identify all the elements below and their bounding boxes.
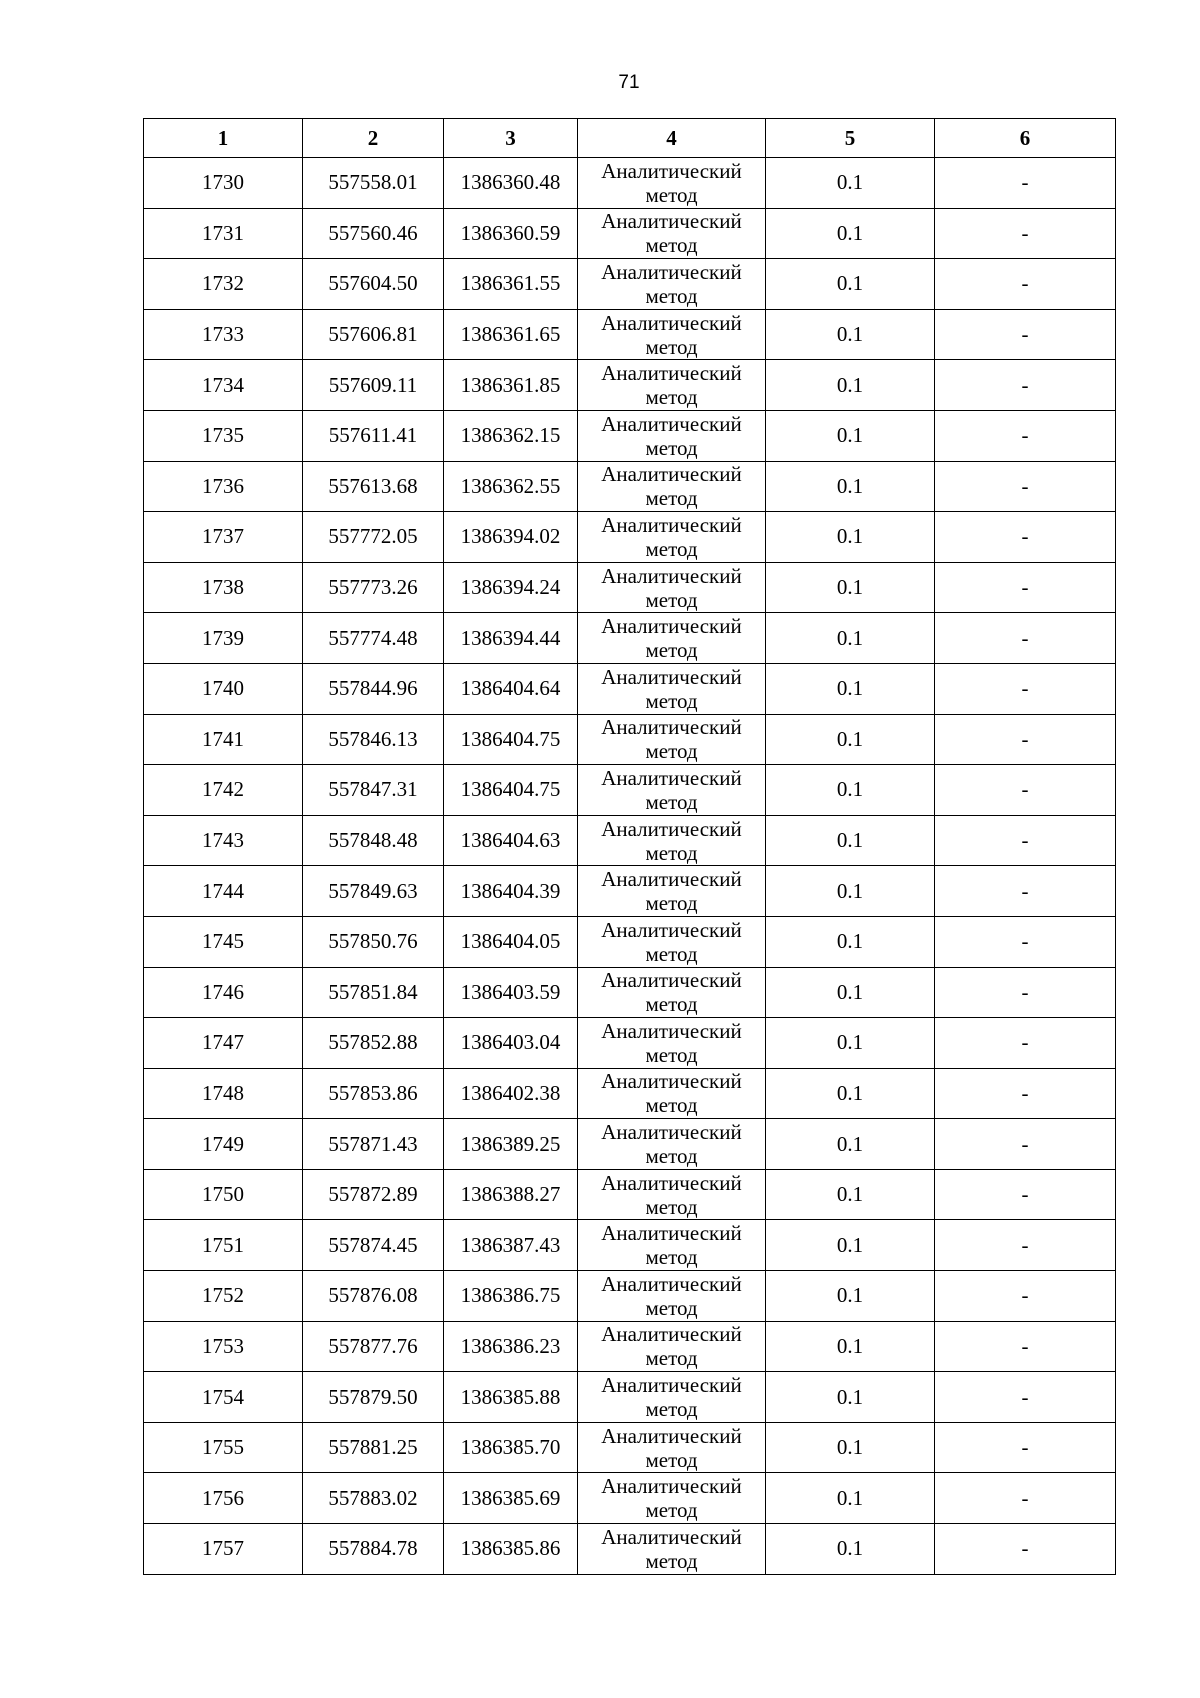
- table-row: [144, 765, 1116, 816]
- point-number-cell: 1747: [144, 1018, 303, 1069]
- point-number-cell: 1742: [144, 765, 303, 816]
- accuracy-cell: 0.1: [766, 866, 935, 917]
- method-cell: Аналитический метод: [578, 360, 766, 411]
- point-number-cell: 1754: [144, 1372, 303, 1423]
- point-number-cell: 1731: [144, 208, 303, 259]
- table-row: [144, 967, 1116, 1018]
- note-cell: -: [935, 1068, 1116, 1119]
- x-coordinate-cell: 557844.96: [303, 663, 444, 714]
- y-coordinate-cell: 1386389.25: [444, 1119, 578, 1170]
- y-coordinate-cell: 1386404.75: [444, 765, 578, 816]
- note-cell: -: [935, 1473, 1116, 1524]
- note-cell: -: [935, 916, 1116, 967]
- point-number-cell: 1740: [144, 663, 303, 714]
- method-cell: Аналитический метод: [578, 208, 766, 259]
- method-cell: Аналитический метод: [578, 967, 766, 1018]
- note-cell: -: [935, 1220, 1116, 1271]
- y-coordinate-cell: 1386404.05: [444, 916, 578, 967]
- x-coordinate-cell: 557850.76: [303, 916, 444, 967]
- accuracy-cell: 0.1: [766, 663, 935, 714]
- column-header: 4: [578, 119, 766, 158]
- y-coordinate-cell: 1386361.65: [444, 309, 578, 360]
- x-coordinate-cell: 557884.78: [303, 1524, 444, 1575]
- x-coordinate-cell: 557609.11: [303, 360, 444, 411]
- method-cell: Аналитический метод: [578, 866, 766, 917]
- table-row: [144, 613, 1116, 664]
- accuracy-cell: 0.1: [766, 461, 935, 512]
- accuracy-cell: 0.1: [766, 1422, 935, 1473]
- y-coordinate-cell: 1386388.27: [444, 1169, 578, 1220]
- y-coordinate-cell: 1386386.75: [444, 1271, 578, 1322]
- x-coordinate-cell: 557606.81: [303, 309, 444, 360]
- note-cell: -: [935, 866, 1116, 917]
- note-cell: -: [935, 1321, 1116, 1372]
- point-number-cell: 1757: [144, 1524, 303, 1575]
- table-row: [144, 663, 1116, 714]
- accuracy-cell: 0.1: [766, 1018, 935, 1069]
- table-row: [144, 1422, 1116, 1473]
- note-cell: -: [935, 259, 1116, 310]
- table-row: [144, 1321, 1116, 1372]
- note-cell: -: [935, 512, 1116, 563]
- accuracy-cell: 0.1: [766, 259, 935, 310]
- column-header: 6: [935, 119, 1116, 158]
- point-number-cell: 1733: [144, 309, 303, 360]
- x-coordinate-cell: 557773.26: [303, 562, 444, 613]
- x-coordinate-cell: 557848.48: [303, 815, 444, 866]
- accuracy-cell: 0.1: [766, 410, 935, 461]
- accuracy-cell: 0.1: [766, 512, 935, 563]
- table-row: [144, 1169, 1116, 1220]
- point-number-cell: 1737: [144, 512, 303, 563]
- note-cell: -: [935, 208, 1116, 259]
- coordinates-table: [143, 118, 1116, 1575]
- x-coordinate-cell: 557876.08: [303, 1271, 444, 1322]
- method-cell: Аналитический метод: [578, 512, 766, 563]
- point-number-cell: 1732: [144, 259, 303, 310]
- x-coordinate-cell: 557560.46: [303, 208, 444, 259]
- y-coordinate-cell: 1386404.63: [444, 815, 578, 866]
- note-cell: -: [935, 714, 1116, 765]
- point-number-cell: 1745: [144, 916, 303, 967]
- y-coordinate-cell: 1386385.69: [444, 1473, 578, 1524]
- table-row: [144, 1220, 1116, 1271]
- method-cell: Аналитический метод: [578, 1372, 766, 1423]
- accuracy-cell: 0.1: [766, 1271, 935, 1322]
- column-header: 2: [303, 119, 444, 158]
- y-coordinate-cell: 1386404.39: [444, 866, 578, 917]
- table-row: [144, 512, 1116, 563]
- accuracy-cell: 0.1: [766, 1220, 935, 1271]
- point-number-cell: 1748: [144, 1068, 303, 1119]
- x-coordinate-cell: 557851.84: [303, 967, 444, 1018]
- note-cell: -: [935, 360, 1116, 411]
- note-cell: -: [935, 309, 1116, 360]
- point-number-cell: 1730: [144, 158, 303, 209]
- method-cell: Аналитический метод: [578, 410, 766, 461]
- x-coordinate-cell: 557853.86: [303, 1068, 444, 1119]
- y-coordinate-cell: 1386361.85: [444, 360, 578, 411]
- accuracy-cell: 0.1: [766, 815, 935, 866]
- y-coordinate-cell: 1386394.24: [444, 562, 578, 613]
- method-cell: Аналитический метод: [578, 1169, 766, 1220]
- method-cell: Аналитический метод: [578, 158, 766, 209]
- table-row: [144, 1372, 1116, 1423]
- table-row: [144, 208, 1116, 259]
- x-coordinate-cell: 557872.89: [303, 1169, 444, 1220]
- method-cell: Аналитический метод: [578, 1068, 766, 1119]
- point-number-cell: 1753: [144, 1321, 303, 1372]
- note-cell: -: [935, 613, 1116, 664]
- y-coordinate-cell: 1386404.75: [444, 714, 578, 765]
- point-number-cell: 1744: [144, 866, 303, 917]
- table-row: [144, 1473, 1116, 1524]
- accuracy-cell: 0.1: [766, 208, 935, 259]
- x-coordinate-cell: 557879.50: [303, 1372, 444, 1423]
- accuracy-cell: 0.1: [766, 1524, 935, 1575]
- method-cell: Аналитический метод: [578, 1422, 766, 1473]
- accuracy-cell: 0.1: [766, 309, 935, 360]
- method-cell: Аналитический метод: [578, 259, 766, 310]
- accuracy-cell: 0.1: [766, 1473, 935, 1524]
- y-coordinate-cell: 1386385.88: [444, 1372, 578, 1423]
- table-row: [144, 562, 1116, 613]
- column-header: 3: [444, 119, 578, 158]
- y-coordinate-cell: 1386403.59: [444, 967, 578, 1018]
- y-coordinate-cell: 1386387.43: [444, 1220, 578, 1271]
- x-coordinate-cell: 557883.02: [303, 1473, 444, 1524]
- table-row: [144, 815, 1116, 866]
- accuracy-cell: 0.1: [766, 1372, 935, 1423]
- y-coordinate-cell: 1386394.44: [444, 613, 578, 664]
- point-number-cell: 1741: [144, 714, 303, 765]
- method-cell: Аналитический метод: [578, 562, 766, 613]
- x-coordinate-cell: 557847.31: [303, 765, 444, 816]
- note-cell: -: [935, 1422, 1116, 1473]
- point-number-cell: 1735: [144, 410, 303, 461]
- x-coordinate-cell: 557877.76: [303, 1321, 444, 1372]
- method-cell: Аналитический метод: [578, 1119, 766, 1170]
- note-cell: -: [935, 562, 1116, 613]
- table-row: [144, 916, 1116, 967]
- accuracy-cell: 0.1: [766, 916, 935, 967]
- note-cell: -: [935, 765, 1116, 816]
- method-cell: Аналитический метод: [578, 461, 766, 512]
- method-cell: Аналитический метод: [578, 1018, 766, 1069]
- note-cell: -: [935, 1169, 1116, 1220]
- note-cell: -: [935, 158, 1116, 209]
- y-coordinate-cell: 1386404.64: [444, 663, 578, 714]
- page-number: 71: [618, 72, 640, 93]
- table-row: [144, 1271, 1116, 1322]
- table-row: [144, 158, 1116, 209]
- table-body: [144, 158, 1116, 1575]
- y-coordinate-cell: 1386362.15: [444, 410, 578, 461]
- method-cell: Аналитический метод: [578, 1271, 766, 1322]
- note-cell: -: [935, 410, 1116, 461]
- point-number-cell: 1743: [144, 815, 303, 866]
- point-number-cell: 1739: [144, 613, 303, 664]
- table-row: [144, 1068, 1116, 1119]
- note-cell: -: [935, 1524, 1116, 1575]
- accuracy-cell: 0.1: [766, 562, 935, 613]
- y-coordinate-cell: 1386360.48: [444, 158, 578, 209]
- y-coordinate-cell: 1386385.70: [444, 1422, 578, 1473]
- x-coordinate-cell: 557774.48: [303, 613, 444, 664]
- accuracy-cell: 0.1: [766, 765, 935, 816]
- accuracy-cell: 0.1: [766, 158, 935, 209]
- x-coordinate-cell: 557846.13: [303, 714, 444, 765]
- x-coordinate-cell: 557871.43: [303, 1119, 444, 1170]
- y-coordinate-cell: 1386360.59: [444, 208, 578, 259]
- point-number-cell: 1738: [144, 562, 303, 613]
- x-coordinate-cell: 557611.41: [303, 410, 444, 461]
- accuracy-cell: 0.1: [766, 1068, 935, 1119]
- note-cell: -: [935, 1372, 1116, 1423]
- y-coordinate-cell: 1386402.38: [444, 1068, 578, 1119]
- method-cell: Аналитический метод: [578, 613, 766, 664]
- point-number-cell: 1756: [144, 1473, 303, 1524]
- table-row: [144, 461, 1116, 512]
- point-number-cell: 1736: [144, 461, 303, 512]
- x-coordinate-cell: 557852.88: [303, 1018, 444, 1069]
- method-cell: Аналитический метод: [578, 1524, 766, 1575]
- method-cell: Аналитический метод: [578, 815, 766, 866]
- note-cell: -: [935, 1271, 1116, 1322]
- accuracy-cell: 0.1: [766, 1119, 935, 1170]
- note-cell: -: [935, 967, 1116, 1018]
- method-cell: Аналитический метод: [578, 714, 766, 765]
- table-row: [144, 410, 1116, 461]
- method-cell: Аналитический метод: [578, 1220, 766, 1271]
- x-coordinate-cell: 557881.25: [303, 1422, 444, 1473]
- note-cell: -: [935, 1018, 1116, 1069]
- table-row: [144, 360, 1116, 411]
- y-coordinate-cell: 1386386.23: [444, 1321, 578, 1372]
- table-row: [144, 1524, 1116, 1575]
- table-row: [144, 1119, 1116, 1170]
- y-coordinate-cell: 1386361.55: [444, 259, 578, 310]
- accuracy-cell: 0.1: [766, 613, 935, 664]
- column-header: 5: [766, 119, 935, 158]
- table-header-row: [144, 119, 1116, 158]
- method-cell: Аналитический метод: [578, 309, 766, 360]
- note-cell: -: [935, 1119, 1116, 1170]
- table-row: [144, 309, 1116, 360]
- method-cell: Аналитический метод: [578, 1473, 766, 1524]
- note-cell: -: [935, 663, 1116, 714]
- x-coordinate-cell: 557874.45: [303, 1220, 444, 1271]
- point-number-cell: 1746: [144, 967, 303, 1018]
- x-coordinate-cell: 557849.63: [303, 866, 444, 917]
- accuracy-cell: 0.1: [766, 1321, 935, 1372]
- method-cell: Аналитический метод: [578, 765, 766, 816]
- note-cell: -: [935, 815, 1116, 866]
- table-row: [144, 1018, 1116, 1069]
- point-number-cell: 1749: [144, 1119, 303, 1170]
- point-number-cell: 1755: [144, 1422, 303, 1473]
- point-number-cell: 1734: [144, 360, 303, 411]
- x-coordinate-cell: 557558.01: [303, 158, 444, 209]
- point-number-cell: 1750: [144, 1169, 303, 1220]
- method-cell: Аналитический метод: [578, 663, 766, 714]
- x-coordinate-cell: 557613.68: [303, 461, 444, 512]
- accuracy-cell: 0.1: [766, 967, 935, 1018]
- point-number-cell: 1751: [144, 1220, 303, 1271]
- method-cell: Аналитический метод: [578, 916, 766, 967]
- x-coordinate-cell: 557604.50: [303, 259, 444, 310]
- column-header: 1: [144, 119, 303, 158]
- y-coordinate-cell: 1386394.02: [444, 512, 578, 563]
- table-row: [144, 714, 1116, 765]
- accuracy-cell: 0.1: [766, 714, 935, 765]
- y-coordinate-cell: 1386385.86: [444, 1524, 578, 1575]
- accuracy-cell: 0.1: [766, 360, 935, 411]
- method-cell: Аналитический метод: [578, 1321, 766, 1372]
- y-coordinate-cell: 1386403.04: [444, 1018, 578, 1069]
- table-row: [144, 259, 1116, 310]
- accuracy-cell: 0.1: [766, 1169, 935, 1220]
- x-coordinate-cell: 557772.05: [303, 512, 444, 563]
- note-cell: -: [935, 461, 1116, 512]
- y-coordinate-cell: 1386362.55: [444, 461, 578, 512]
- table-row: [144, 866, 1116, 917]
- point-number-cell: 1752: [144, 1271, 303, 1322]
